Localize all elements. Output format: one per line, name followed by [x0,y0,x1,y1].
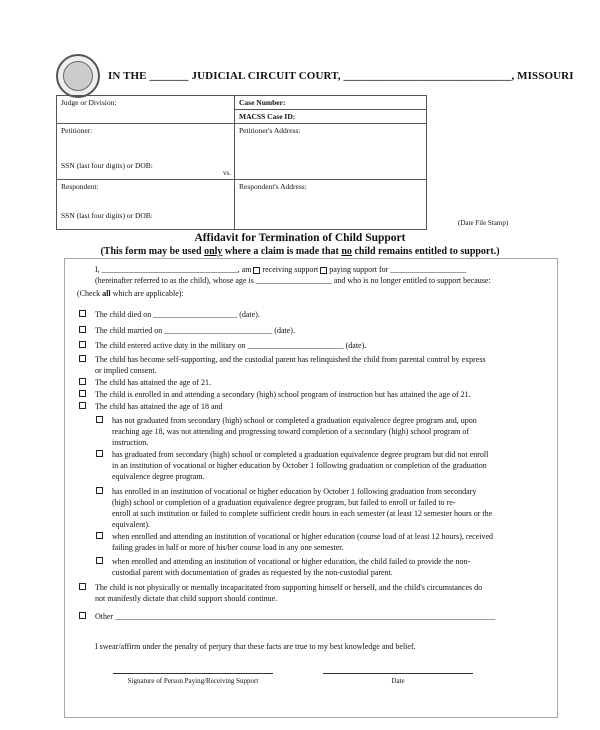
swear-statement: I swear/affirm under the penalty of perjury that these facts are true to my best knowledge and belief. [95,642,416,651]
petitioner-cell[interactable]: Petitioner: SSN (last four digits) or DOB: vs. [57,124,235,180]
receiving-support-checkbox[interactable] [253,267,260,274]
court-seal [56,54,100,98]
affidavit-body: I, __________________________________, am receiving support paying support for ___________________ (hereinafter referred to as the child), whose age is ___________________ and who is no longer entitled to support because: (Check all which are applicable): The child died on _____________________ (date). The child married on ___________________________ (date). The child entered active duty in the military on ________________________ (date). The child has become self-supporting, and the custodial parent has relinquished the child from parental control by express or implied consent. The child has attained the age of 21. The child is enrolled in and attending a secondary (high) school program of instruction but has attained the age of 21. The child has attained the age of 18 and has not graduated from secondary (high) school or completed a graduation equivalence degree program and, upon reaching age 18, was not attending and progressing toward completion of a secondary (high) school program of instruction. has graduated from secondary (high) school or completed a graduation equivalence degree program but did not enroll in an institution of vocational or higher education by October 1 following graduation or completion of the graduation equivalence degree program. has enrolled in an institution of vocational or higher education by October 1 following graduation from secondary (high) school or completion of a graduation equivalence degree program, but failed to enroll or failed to re- enroll at such institution or failed to complete sufficient credit hours in each semester (at least 12 semester hours or the equivalent). when enrolled and attending an institution of vocational or higher education (course load of at least 12 hours), received failing grades in half or more of his/her course load in any one semester. when enrolled and attending an institution of vocational or higher education, the child failed to provide the non- custodial parent with documentation of grades as requested by the non-custodial parent. The child is not physically or mentally incapacitated from supporting himself or herself, and the child's circumstances do not manifestly dictate that child support should continue. Other _______________________________________________________________________________________________ I swear/affirm under the penalty of perjury that these facts are true to my best knowledge and belief. Signature of Person Paying/Receiving Support Date [64,258,558,718]
signature-label: Signature of Person Paying/Receiving Support [127,677,259,685]
married-checkbox[interactable] [79,326,86,333]
died-checkbox[interactable] [79,310,86,317]
date-line[interactable] [323,673,473,674]
self-supporting-checkbox[interactable] [79,355,86,362]
age-18-checkbox[interactable] [79,402,86,409]
respondent-address-cell[interactable]: Respondent's Address: [235,180,427,230]
other-checkbox[interactable] [79,612,86,619]
not-graduated-checkbox[interactable] [96,416,103,423]
paying-support-checkbox[interactable] [320,267,327,274]
military-checkbox[interactable] [79,341,86,348]
school-21-checkbox[interactable] [79,390,86,397]
respondent-cell[interactable]: Respondent: SSN (last four digits) or DOB: [57,180,235,230]
check-instructions: (Check all which are applicable): [77,289,184,298]
intro-line-2: (hereinafter referred to as the child), whose age is ___________________ and who is no longer entitled to support because: [95,276,491,285]
case-number-cell[interactable]: Case Number: [235,96,427,110]
no-documentation-checkbox[interactable] [96,557,103,564]
court-line: IN THE _______ JUDICIAL CIRCUIT COURT, ______________________________, MISSOURI [108,70,574,82]
vs-label: vs. [223,169,231,177]
failing-grades-checkbox[interactable] [96,532,103,539]
intro-line-1: I, __________________________________, am receiving support paying support for ___________________ [95,265,467,274]
case-info-table [56,95,427,230]
failed-enroll-checkbox[interactable] [96,487,103,494]
signature-line[interactable] [113,673,273,674]
incapacitated-checkbox[interactable] [79,583,86,590]
form-subtitle: (This form may be used only where a claim is made that no child remains entitled to support.) [100,246,500,257]
date-label: Date [391,677,405,685]
self-supporting-item-cont: or implied consent. [95,366,157,375]
petitioner-address-cell[interactable]: Petitioner's Address: [235,124,427,180]
not-enrolled-checkbox[interactable] [96,450,103,457]
age-21-checkbox[interactable] [79,378,86,385]
judge-cell[interactable]: Judge or Division: [57,96,235,124]
form-title: Affidavit for Termination of Child Support [194,232,406,244]
macss-cell[interactable]: MACSS Case ID: [235,110,427,124]
date-file-stamp-label: (Date File Stamp) [458,219,509,227]
